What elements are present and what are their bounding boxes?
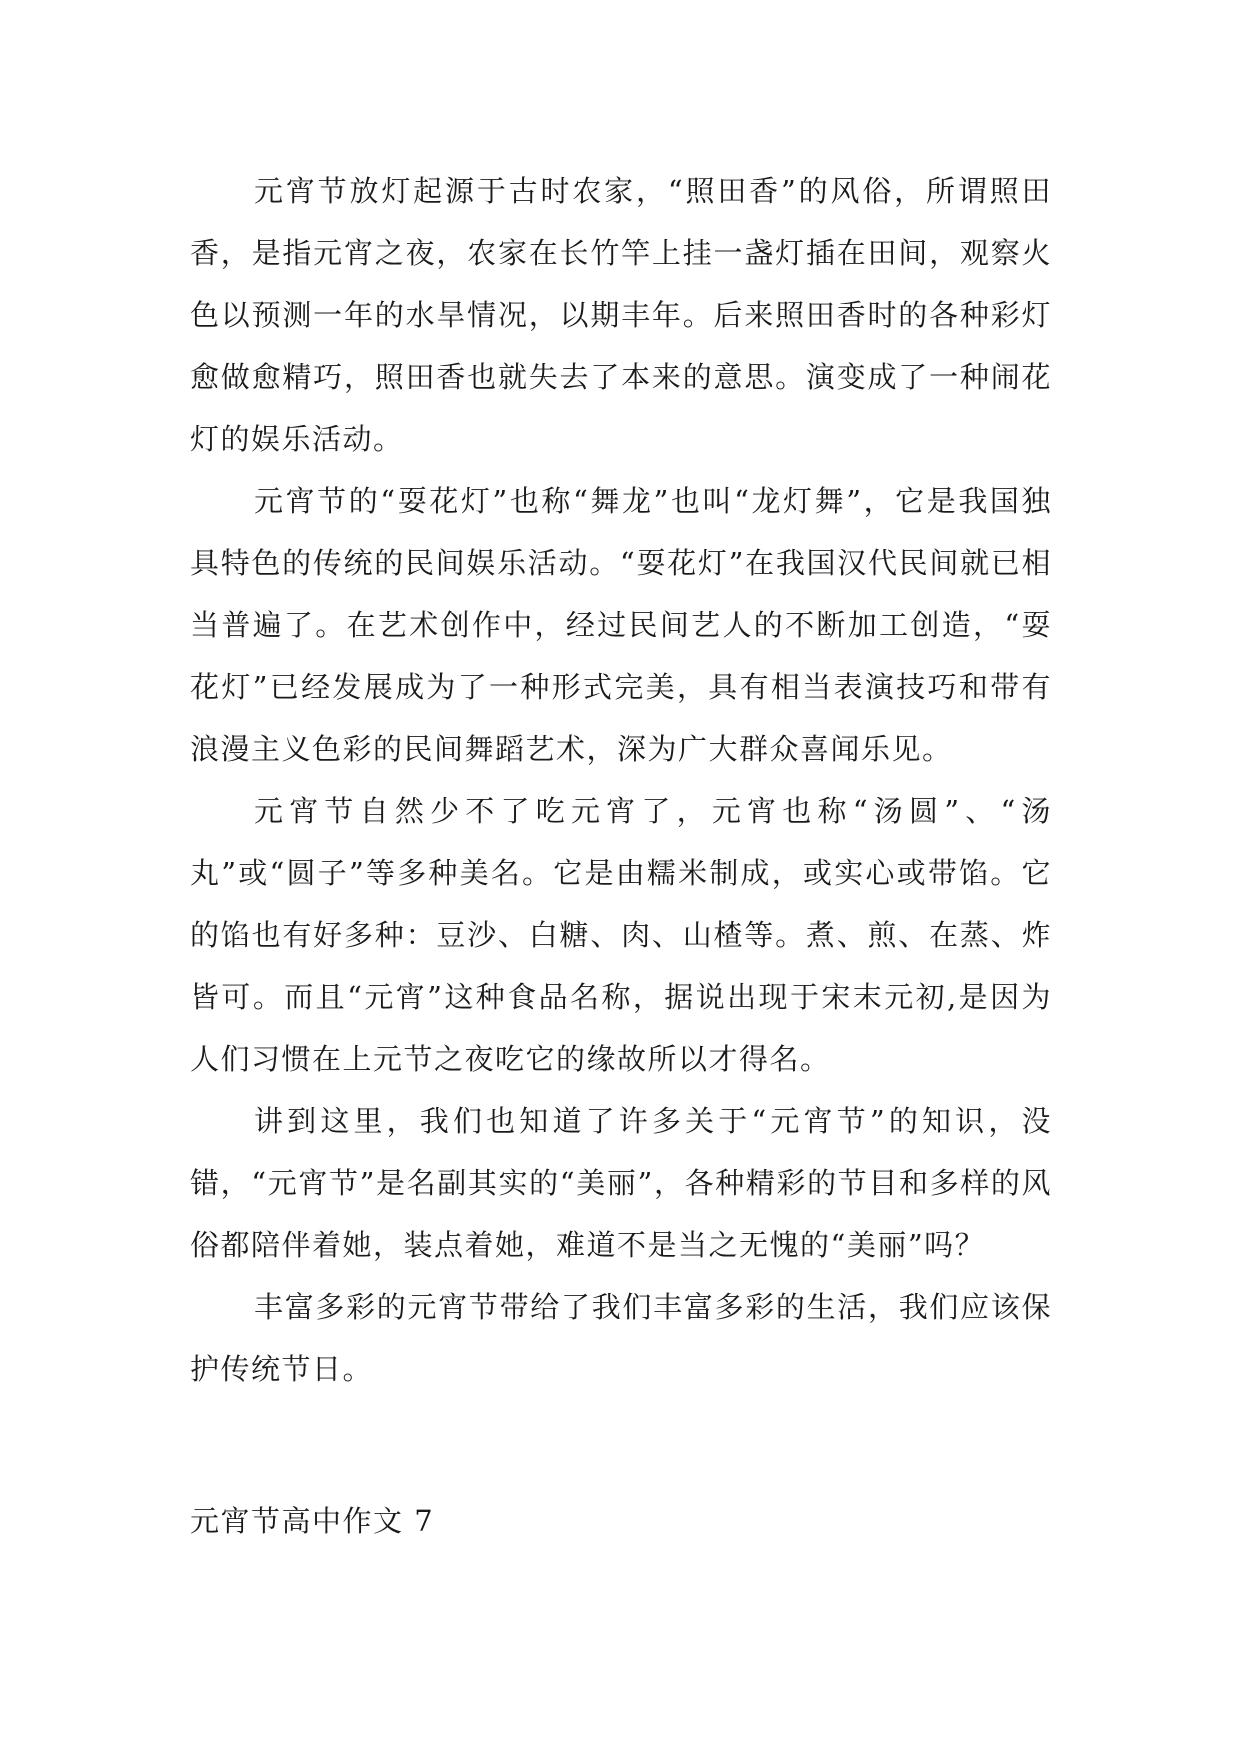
paragraph-lantern-origin: 元宵节放灯起源于古时农家，“照田香”的风俗，所谓照田香，是指元宵之夜，农家在长竹竿上挂一盏灯插在田间，观察火色以预测一年的水旱情况，以期丰年。后来照田香时的各种彩灯愈做愈精巧，照田香也就失去了本来的意思。演变成了一种闹花灯的娱乐活动。 <box>190 174 1052 456</box>
section-heading: 元宵节高中作文 7 <box>190 1504 435 1538</box>
paragraph-lantern-dance: 元宵节的“耍花灯”也称“舞龙”也叫“龙灯舞”，它是我国独具特色的传统的民间娱乐活动。“耍花灯”在我国汉代民间就已相当普遍了。在艺术创作中，经过民间艺人的不断加工创造，“耍花灯”已经发展成为了一种形式完美，具有相当表演技巧和带有浪漫主义色彩的民间舞蹈艺术，深为广大群众喜闻乐见。 <box>190 484 1052 766</box>
paragraph-beauty: 讲到这里，我们也知道了许多关于“元宵节”的知识，没错，“元宵节”是名副其实的“美丽”，各种精彩的节目和多样的风俗都陪伴着她，装点着她，难道不是当之无愧的“美丽”吗？ <box>190 1104 1052 1262</box>
essay-body <box>190 160 1052 1400</box>
paragraph-conclusion: 丰富多彩的元宵节带给了我们丰富多彩的生活，我们应该保护传统节日。 <box>190 1290 1052 1386</box>
paragraph-yuanxiao-food: 元宵节自然少不了吃元宵了，元宵也称“汤圆”、“汤丸”或“圆子”等多种美名。它是由糯米制成，或实心或带馅。它的馅也有好多种：豆沙、白糖、肉、山楂等。煮、煎、在蒸、炸皆可。而且“元宵”这种食品名称，据说出现于宋末元初,是因为人们习惯在上元节之夜吃它的缘故所以才得名。 <box>190 794 1052 1076</box>
